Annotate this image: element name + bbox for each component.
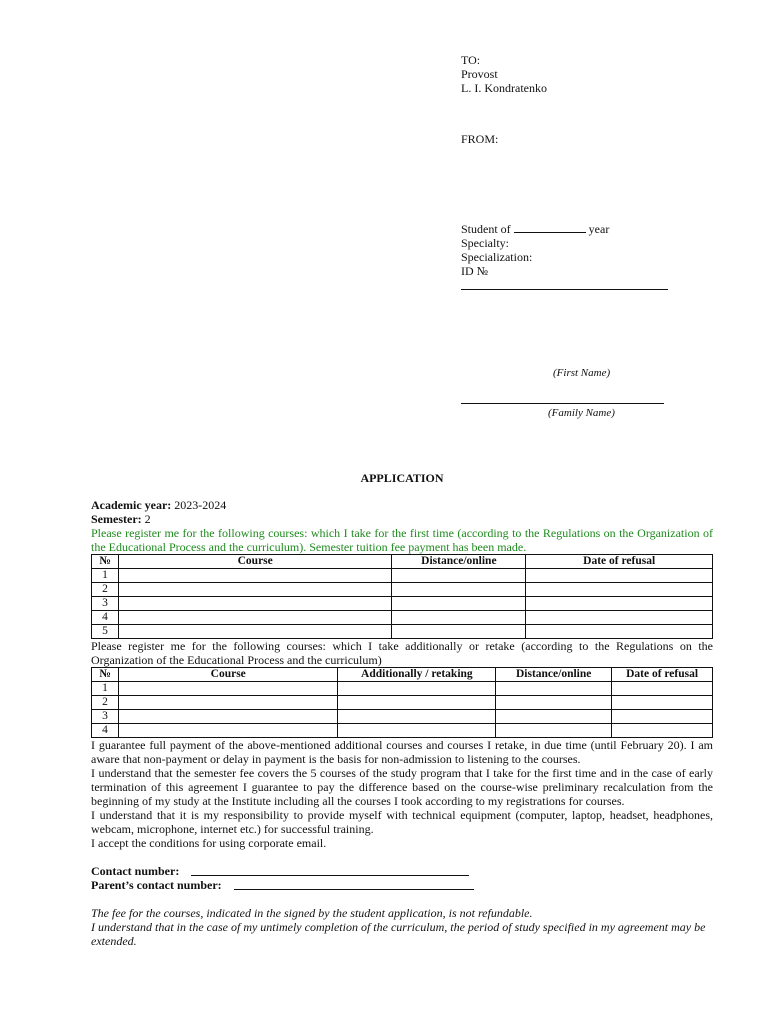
retake-courses-table <box>91 667 713 738</box>
header-cell: № <box>92 668 119 682</box>
first-time-paragraph: Please register me for the following courses: which I take for the first time (according to the Regulations on the Organization of the Educational Process and the curriculum). Semester tuition fee payment has been made. <box>91 526 713 554</box>
non-refundable-note: The fee for the courses, indicated in the signed by the student application, is not refundable. <box>91 906 533 920</box>
family-name-caption: (Family Name) <box>548 407 615 419</box>
academic-year-line <box>91 498 713 512</box>
course-cell[interactable] <box>118 710 338 724</box>
distance-cell[interactable] <box>392 583 526 597</box>
email-conditions-paragraph: I accept the conditions for using corporate email. <box>91 836 327 850</box>
distance-cell[interactable] <box>496 682 612 696</box>
parent-contact-label: Parent’s contact number: <box>91 878 222 892</box>
header-cell: Distance/online <box>392 555 526 569</box>
distance-cell[interactable] <box>496 710 612 724</box>
header-cell: Distance/online <box>496 668 612 682</box>
provost-name: L. I. Kondratenko <box>461 81 547 95</box>
family-name-blank[interactable] <box>461 403 664 404</box>
distance-cell[interactable] <box>496 724 612 738</box>
table-row <box>92 597 713 611</box>
header-cell: Date of refusal <box>612 668 713 682</box>
course-cell[interactable] <box>118 625 391 639</box>
refusal-date-cell[interactable] <box>612 724 713 738</box>
header-cell: Date of refusal <box>526 555 713 569</box>
id-label: ID № <box>461 264 489 278</box>
row-number: 5 <box>92 625 119 639</box>
refusal-date-cell[interactable] <box>526 569 713 583</box>
distance-cell[interactable] <box>392 569 526 583</box>
student-info-block <box>461 222 609 278</box>
refusal-date-cell[interactable] <box>526 625 713 639</box>
refusal-date-cell[interactable] <box>526 611 713 625</box>
refusal-date-cell[interactable] <box>612 710 713 724</box>
distance-cell[interactable] <box>392 611 526 625</box>
row-number: 4 <box>92 724 119 738</box>
semester-value: 2 <box>144 512 151 526</box>
refusal-date-cell[interactable] <box>612 696 713 710</box>
retaking-cell[interactable] <box>338 710 496 724</box>
course-cell[interactable] <box>118 682 338 696</box>
first-name-caption: (First Name) <box>553 367 611 379</box>
student-of-prefix: Student of <box>461 222 511 236</box>
header-cell: Additionally / retaking <box>338 668 496 682</box>
row-number: 1 <box>92 569 119 583</box>
semester-label: Semester: <box>91 512 142 526</box>
table-row <box>92 569 713 583</box>
row-number: 4 <box>92 611 119 625</box>
page-title: APPLICATION <box>360 471 444 485</box>
contact-number-label: Contact number: <box>91 864 180 878</box>
extension-note: I understand that in the case of my untimely completion of the curriculum, the period of study specified in my agreement may be extended. <box>91 920 706 948</box>
course-cell[interactable] <box>118 696 338 710</box>
row-number: 3 <box>92 597 119 611</box>
distance-cell[interactable] <box>496 696 612 710</box>
equipment-paragraph: I understand that it is my responsibility to provide myself with technical equipment (computer, laptop, headset, headphones, webcam, microphone, internet etc.) for successful training. <box>91 808 713 836</box>
header-cell: № <box>92 555 119 569</box>
payment-guarantee-paragraph: I guarantee full payment of the above-mentioned additional courses and courses I retake, in due time (until February 20). I am aware that non-payment or delay in payment is the basis for non-admission to listening to the courses. <box>91 738 713 766</box>
student-of-line <box>461 222 609 236</box>
contact-number-line <box>91 864 713 878</box>
parent-contact-blank[interactable] <box>234 889 474 890</box>
table-row <box>92 625 713 639</box>
refusal-date-cell[interactable] <box>526 583 713 597</box>
course-cell[interactable] <box>118 597 391 611</box>
table-row <box>92 682 713 696</box>
row-number: 3 <box>92 710 119 724</box>
id-blank[interactable] <box>461 289 668 290</box>
from-label: FROM: <box>461 132 499 146</box>
academic-year-label: Academic year: <box>91 498 172 512</box>
specialization-label: Specialization: <box>461 250 533 264</box>
specialty-label: Specialty: <box>461 236 509 250</box>
row-number: 1 <box>92 682 119 696</box>
retaking-cell[interactable] <box>338 696 496 710</box>
table-row <box>92 710 713 724</box>
first-time-courses-table <box>91 554 713 639</box>
refusal-date-cell[interactable] <box>526 597 713 611</box>
retaking-cell[interactable] <box>338 724 496 738</box>
retake-paragraph: Please register me for the following courses: which I take additionally or retake (according to the Regulations on the Organization of the Educational Process and the curriculum) <box>91 639 713 667</box>
year-blank[interactable] <box>514 222 586 233</box>
student-of-suffix: year <box>588 222 610 236</box>
course-cell[interactable] <box>118 611 391 625</box>
course-cell[interactable] <box>118 569 391 583</box>
main-content <box>91 498 713 948</box>
course-cell[interactable] <box>118 724 338 738</box>
contact-number-blank[interactable] <box>191 875 469 876</box>
row-number: 2 <box>92 696 119 710</box>
retaking-cell[interactable] <box>338 682 496 696</box>
semester-line <box>91 512 713 526</box>
table-row <box>92 611 713 625</box>
header-cell: Course <box>118 668 338 682</box>
provost-label: Provost <box>461 67 498 81</box>
table-row <box>92 724 713 738</box>
header-cell: Course <box>118 555 391 569</box>
addressee-block <box>461 53 547 95</box>
table-header-row <box>92 668 713 682</box>
table-row <box>92 583 713 597</box>
course-cell[interactable] <box>118 583 391 597</box>
row-number: 2 <box>92 583 119 597</box>
distance-cell[interactable] <box>392 625 526 639</box>
to-label: TO: <box>461 53 481 67</box>
distance-cell[interactable] <box>392 597 526 611</box>
semester-fee-paragraph: I understand that the semester fee covers the 5 courses of the study program that I take for the first time and in the case of early termination of this agreement I guarantee to pay the difference based on the course-wise preliminary recalculation from the beginning of my study at the Institute including all the courses I took according to my registrations for courses. <box>91 766 713 808</box>
table-row <box>92 696 713 710</box>
parent-contact-line <box>91 878 713 892</box>
table-header-row <box>92 555 713 569</box>
refusal-date-cell[interactable] <box>612 682 713 696</box>
academic-year-value: 2023-2024 <box>174 498 227 512</box>
